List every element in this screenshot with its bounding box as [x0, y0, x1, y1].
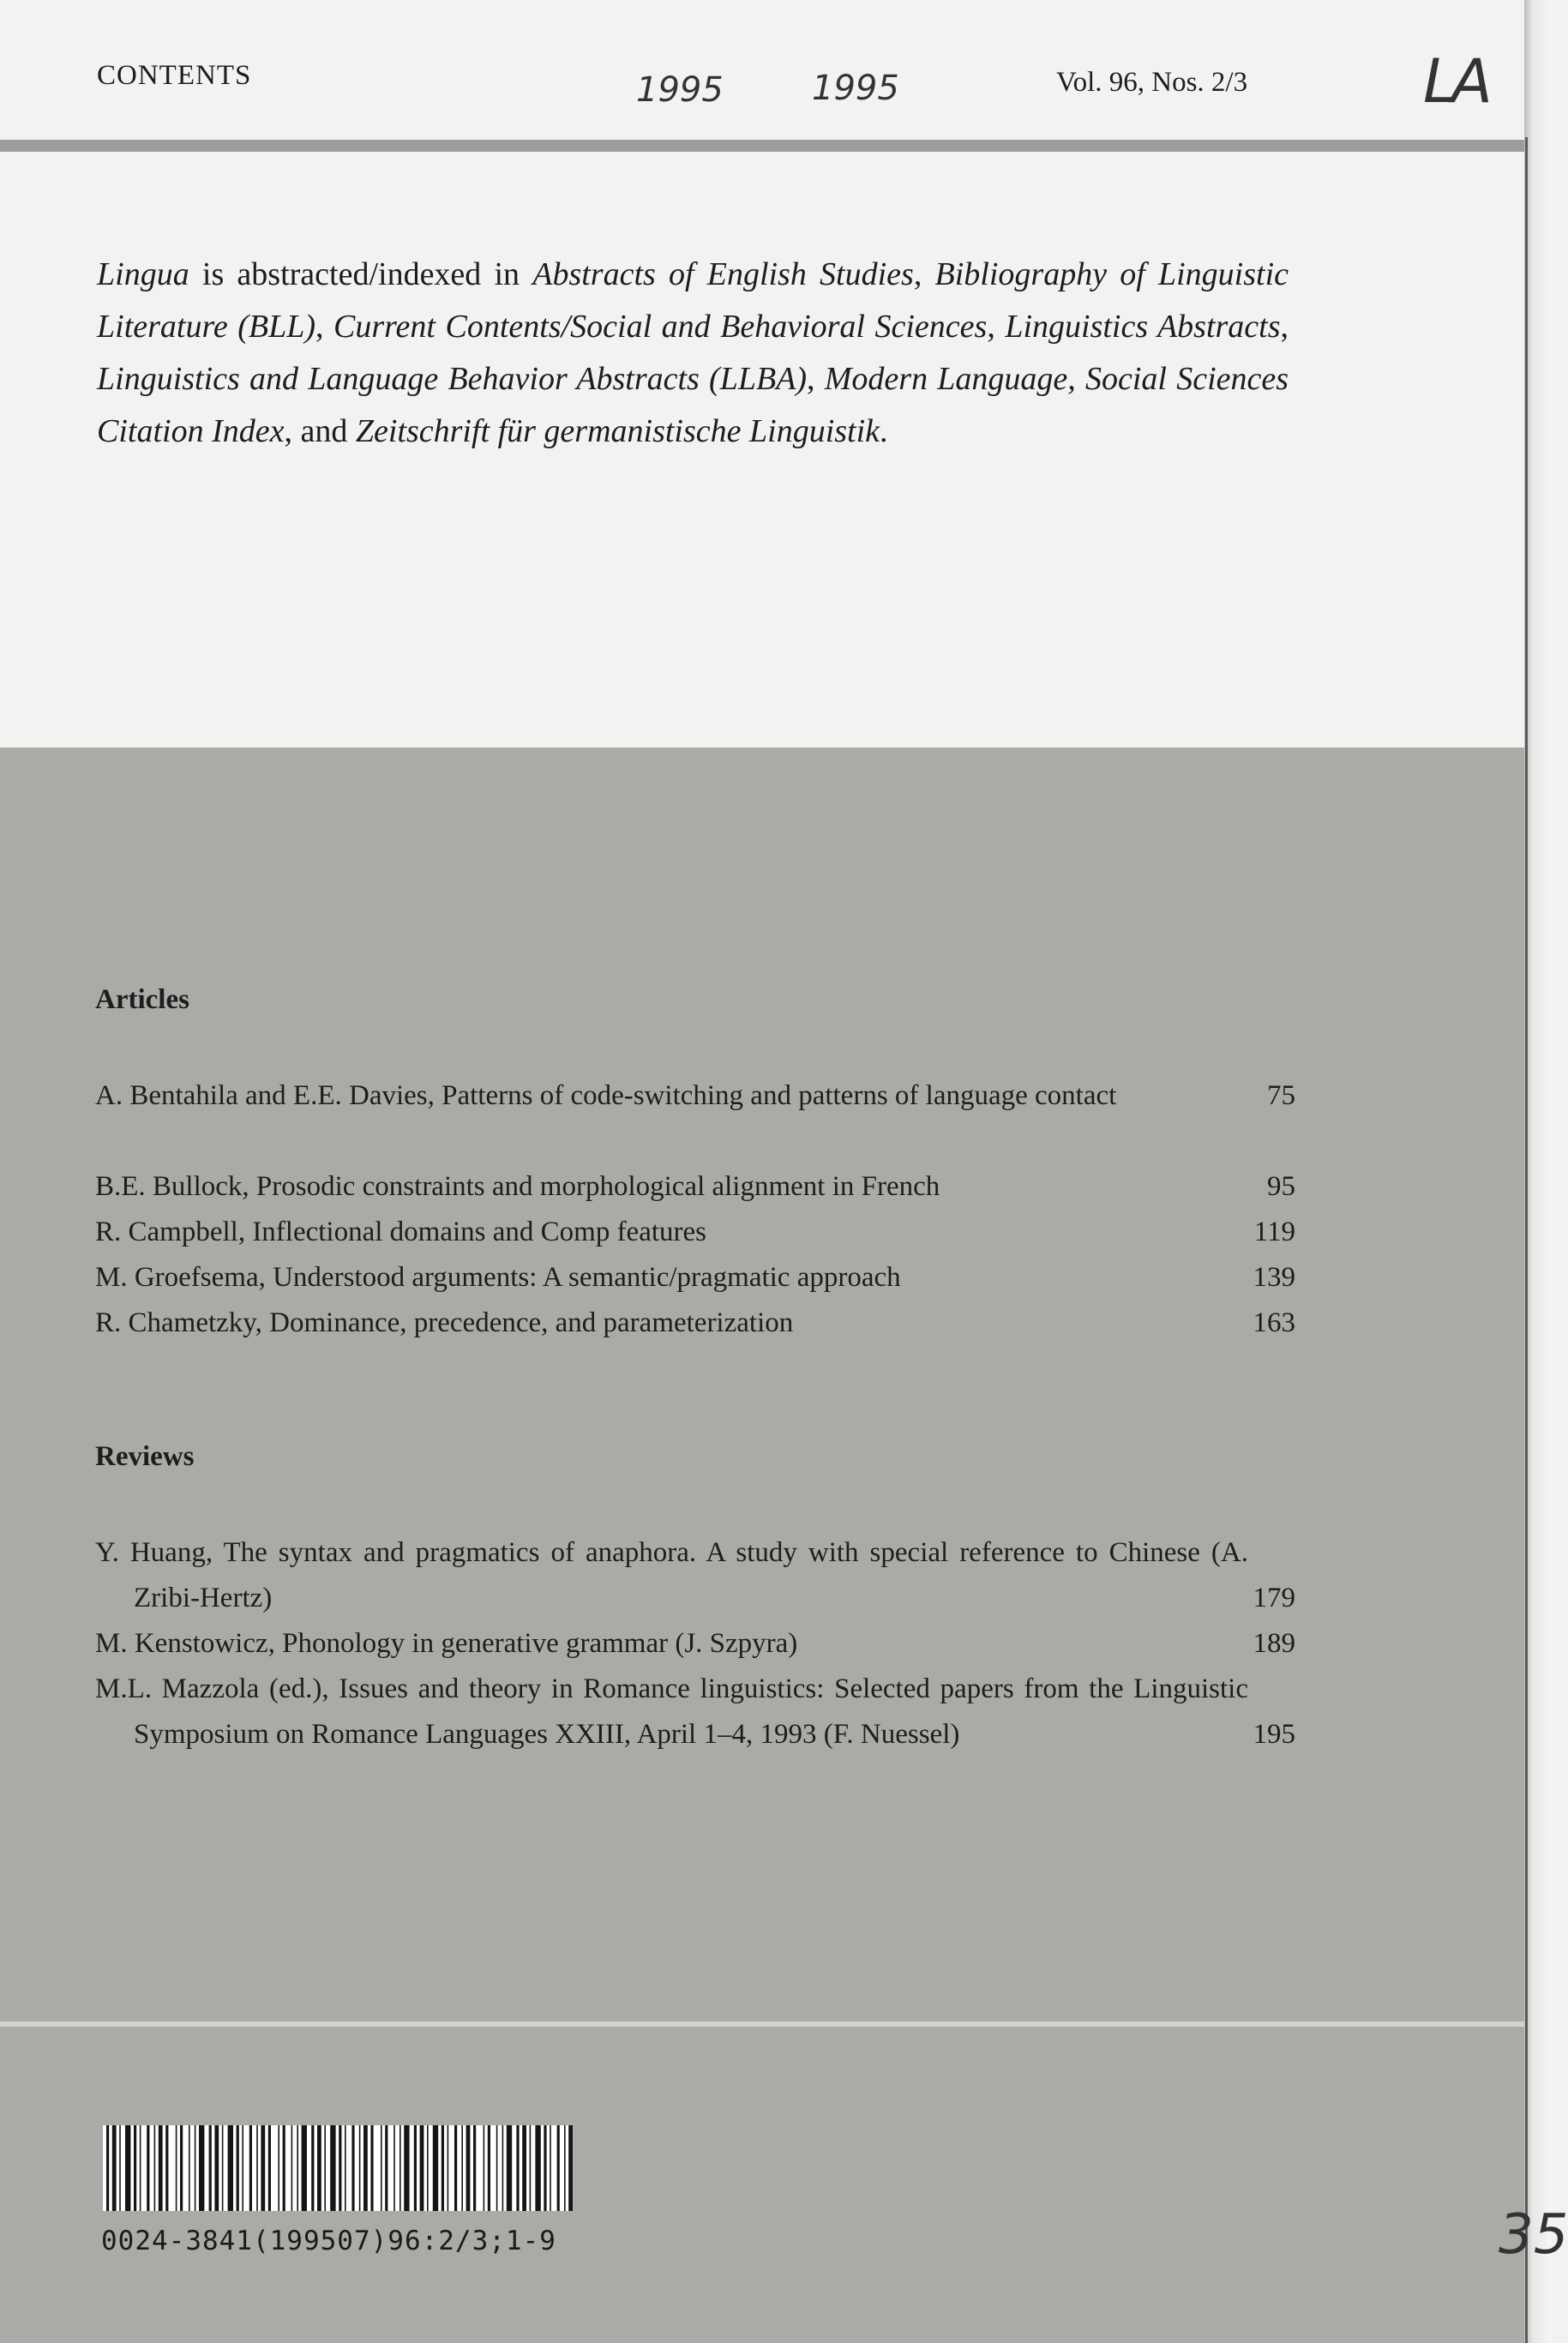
barcode-bar: [278, 2125, 279, 2211]
barcode-bar: [268, 2125, 271, 2211]
barcode-bar: [106, 2125, 109, 2211]
barcode-bar: [180, 2125, 183, 2211]
index-source: Linguistics and Language Behavior Abstracts (LLBA): [97, 361, 808, 397]
barcode-bar: [544, 2125, 546, 2211]
index-source: Abstracts of English Studies: [532, 256, 914, 292]
barcode-bar: [433, 2125, 438, 2211]
index-source: Bibliography of Linguistic Literature (BLL): [97, 256, 1289, 345]
barcode-bar: [516, 2125, 519, 2211]
panel-divider: [0, 2022, 1524, 2027]
barcode-bar: [214, 2125, 219, 2211]
page-number: 95: [1267, 1171, 1295, 1202]
barcode-bar: [249, 2125, 252, 2211]
handwritten-initials: LA: [1423, 46, 1487, 117]
barcode-bar: [454, 2125, 457, 2211]
handwritten-year-2: 1995: [812, 69, 899, 108]
barcode-bar: [461, 2125, 463, 2211]
barcode-bar: [522, 2125, 526, 2211]
barcode-bar: [195, 2125, 196, 2211]
barcode-bar: [324, 2125, 326, 2211]
volume-issue-label: Vol. 96, Nos. 2/3: [1056, 67, 1248, 98]
barcode-bar: [363, 2125, 368, 2211]
separator: ,: [315, 309, 334, 345]
separator: ,: [1280, 309, 1289, 345]
barcode-bar: [568, 2125, 573, 2211]
page-number: 163: [1253, 1307, 1295, 1338]
barcode-bar: [311, 2125, 314, 2211]
barcode-bar: [222, 2125, 224, 2211]
barcode-bar: [189, 2125, 190, 2211]
page-edge: [1524, 0, 1552, 2343]
barcode-bar: [283, 2125, 285, 2211]
barcode-bar: [199, 2125, 204, 2211]
page-number: 119: [1253, 1217, 1295, 1247]
page-number: 179: [1253, 1583, 1295, 1613]
page-edge-line: [1525, 137, 1528, 2343]
article-title: B.E. Bullock, Prosodic constraints and morphological alignment in French: [95, 1171, 940, 1202]
barcode-bar: [488, 2125, 490, 2211]
index-source: Current Contents/Social and Behavioral Sciences: [333, 309, 988, 345]
article-entry: [95, 1301, 1295, 1346]
barcode-bar: [176, 2125, 177, 2211]
barcode-bar: [370, 2125, 373, 2211]
barcode-bar: [557, 2125, 560, 2211]
barcode-bar: [496, 2125, 498, 2211]
barcode-bar: [297, 2125, 298, 2211]
article-entry: [95, 1073, 1295, 1119]
page-number: 195: [1253, 1719, 1295, 1750]
barcode-bar: [507, 2125, 512, 2211]
article-entry: [95, 1255, 1295, 1301]
page-number: 75: [1267, 1080, 1295, 1111]
barcode-bar: [385, 2125, 387, 2211]
index-source: Zeitschrift für germanistische Linguistik: [355, 413, 880, 449]
barcode-bar: [261, 2125, 265, 2211]
article-title: R. Campbell, Inflectional domains and Comp features: [95, 1217, 706, 1247]
page-number: 139: [1253, 1262, 1295, 1293]
barcode-bar: [165, 2125, 168, 2211]
review-entry: [95, 1621, 1295, 1667]
barcode-bar: [535, 2125, 540, 2211]
barcode: [103, 2125, 573, 2211]
barcode-bar: [394, 2125, 395, 2211]
barcode-bar: [400, 2125, 401, 2211]
barcode-bars: [103, 2125, 573, 2211]
barcode-bar: [502, 2125, 504, 2211]
barcode-bar: [330, 2125, 335, 2211]
barcode-bar: [291, 2125, 293, 2211]
journal-name: Lingua: [97, 256, 189, 292]
review-entry: [95, 1667, 1295, 1757]
barcode-bar: [404, 2125, 409, 2211]
barcode-bar: [359, 2125, 361, 2211]
review-entry: [95, 1530, 1295, 1621]
header-contents-label: CONTENTS: [97, 60, 252, 91]
barcode-bar: [112, 2125, 117, 2211]
barcode-bar: [530, 2125, 532, 2211]
review-title: Y. Huang, The syntax and pragmatics of anaphora. A study with special reference to Chinese (A. Zribi-Hertz): [95, 1537, 1248, 1613]
barcode-number: 0024-3841(199507)96:2/3;1-9: [101, 2226, 556, 2256]
barcode-bar: [317, 2125, 321, 2211]
barcode-bar: [351, 2125, 354, 2211]
barcode-bar: [134, 2125, 136, 2211]
separator: ,: [913, 256, 935, 292]
separator: ,: [807, 361, 825, 397]
abstracting-paragraph: [97, 249, 1289, 458]
barcode-bar: [442, 2125, 444, 2211]
index-source: Linguistics Abstracts: [1005, 309, 1281, 345]
separator: .: [880, 413, 888, 449]
header-rule: [0, 140, 1539, 152]
barcode-bar: [345, 2125, 346, 2211]
barcode-bar: [427, 2125, 429, 2211]
barcode-bar: [473, 2125, 476, 2211]
barcode-bar: [302, 2125, 307, 2211]
barcode-bar: [228, 2125, 233, 2211]
barcode-bar: [154, 2125, 156, 2211]
review-title: M. Kenstowicz, Phonology in generative grammar (J. Szpyra): [95, 1628, 798, 1659]
barcode-bar: [448, 2125, 449, 2211]
barcode-bar: [242, 2125, 243, 2211]
article-entry: [95, 1210, 1295, 1255]
barcode-bar: [564, 2125, 566, 2211]
barcode-bar: [237, 2125, 239, 2211]
barcode-bar: [140, 2125, 141, 2211]
barcode-bar: [209, 2125, 212, 2211]
articles-heading: Articles: [95, 984, 189, 1015]
handwritten-year-1: 1995: [636, 70, 724, 110]
article-title: R. Chametzky, Dominance, precedence, and parameterization: [95, 1307, 794, 1338]
separator: , and: [284, 413, 356, 449]
barcode-bar: [381, 2125, 382, 2211]
article-entry: [95, 1164, 1295, 1210]
barcode-bar: [119, 2125, 121, 2211]
article-title: M. Groefsema, Understood arguments: A semantic/pragmatic approach: [95, 1262, 901, 1293]
barcode-bar: [414, 2125, 417, 2211]
barcode-bar: [256, 2125, 258, 2211]
page-number: 189: [1253, 1628, 1295, 1659]
abstracting-intro: is abstracted/indexed in: [189, 256, 533, 292]
barcode-bar: [420, 2125, 424, 2211]
review-title: M.L. Mazzola (ed.), Issues and theory in Romance linguistics: Selected papers from the Linguistic Symposium on Romance Languages XXIII, April 1–4, 1993 (F. Nuessel): [95, 1673, 1248, 1750]
barcode-bar: [550, 2125, 551, 2211]
barcode-bar: [484, 2125, 485, 2211]
barcode-bar: [125, 2125, 130, 2211]
index-source: Modern Language, Social Sciences Citation Index: [97, 361, 1289, 449]
article-title: A. Bentahila and E.E. Davies, Patterns of code-switching and patterns of language contact: [95, 1080, 1117, 1111]
barcode-bar: [466, 2125, 471, 2211]
handwritten-edge-mark: 35: [1499, 2203, 1568, 2267]
barcode-bar: [339, 2125, 341, 2211]
reviews-heading: Reviews: [95, 1441, 195, 1472]
barcode-bar: [159, 2125, 163, 2211]
barcode-bar: [147, 2125, 149, 2211]
separator: ,: [987, 309, 1006, 345]
